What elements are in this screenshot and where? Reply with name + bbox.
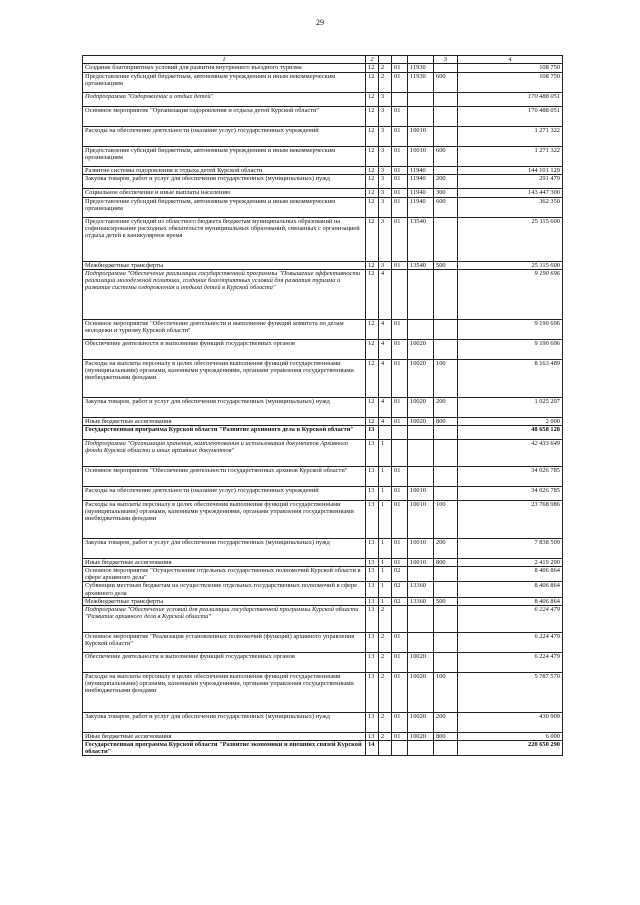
row-code-type <box>434 425 458 439</box>
row-code-type: 100 <box>434 359 458 397</box>
row-code-type: 600 <box>434 147 458 167</box>
table-row <box>83 147 563 167</box>
row-code-direction <box>408 425 434 439</box>
row-description: Межбюджетные трансферты <box>83 597 366 605</box>
row-code-gp: 13 <box>366 597 379 605</box>
row-code-direction: 10010 <box>408 558 434 566</box>
row-code-direction: 13360 <box>408 582 434 597</box>
row-code-gp: 12 <box>366 64 379 73</box>
row-code-main: 01 <box>392 339 408 359</box>
table-row <box>83 672 563 712</box>
row-code-main: 02 <box>392 582 408 597</box>
row-amount: 9 190 696 <box>458 269 563 319</box>
row-amount: 34 026 785 <box>458 486 563 500</box>
row-code-main: 01 <box>392 73 408 93</box>
row-code-gp: 14 <box>366 741 379 756</box>
row-description: Межбюджетные трансферты <box>83 261 366 269</box>
row-code-sub: 2 <box>379 652 392 672</box>
row-code-sub: 4 <box>379 319 392 339</box>
row-code-main <box>392 741 408 756</box>
table-row <box>83 597 563 605</box>
row-code-sub: 4 <box>379 339 392 359</box>
row-amount: 430 909 <box>458 712 563 732</box>
row-code-gp: 12 <box>366 217 379 261</box>
row-code-type: 200 <box>434 538 458 558</box>
table-row <box>83 167 563 175</box>
row-description: Расходы на обеспечение деятельности (оказание услуг) государственных учреждений <box>83 486 366 500</box>
table-row <box>83 632 563 652</box>
row-code-gp: 13 <box>366 500 379 538</box>
row-code-main: 01 <box>392 167 408 175</box>
row-code-main: 01 <box>392 632 408 652</box>
row-code-gp: 13 <box>366 439 379 466</box>
row-amount: 9 190 696 <box>458 339 563 359</box>
row-code-gp: 12 <box>366 197 379 217</box>
row-code-main: 01 <box>392 189 408 197</box>
table-row <box>83 486 563 500</box>
row-code-gp: 12 <box>366 269 379 319</box>
row-code-gp: 13 <box>366 425 379 439</box>
row-code-direction <box>408 319 434 339</box>
row-code-direction: 10010 <box>408 500 434 538</box>
row-code-main: 01 <box>392 397 408 417</box>
row-code-sub: 3 <box>379 197 392 217</box>
row-code-sub: 3 <box>379 147 392 167</box>
row-code-type <box>434 605 458 632</box>
row-code-main: 02 <box>392 567 408 582</box>
row-description: Социальное обеспечение и иные выплаты населению <box>83 189 366 197</box>
row-amount: 8 406 864 <box>458 597 563 605</box>
row-code-direction: 11940 <box>408 197 434 217</box>
row-code-direction <box>408 107 434 127</box>
row-code-direction: 13540 <box>408 217 434 261</box>
row-code-type <box>434 107 458 127</box>
row-amount: 362 350 <box>458 197 563 217</box>
row-code-main: 01 <box>392 319 408 339</box>
row-code-sub: 3 <box>379 127 392 147</box>
row-amount: 1 271 322 <box>458 147 563 167</box>
row-code-main: 01 <box>392 127 408 147</box>
row-code-sub: 1 <box>379 466 392 486</box>
row-code-sub: 1 <box>379 500 392 538</box>
row-description: Основное мероприятие "Организация оздоровления и отдыха детей Курской области" <box>83 107 366 127</box>
row-description: Закупка товаров, работ и услуг для обеспечения государственных (муниципальных) нужд <box>83 538 366 558</box>
budget-table-body <box>83 56 563 756</box>
table-row <box>83 319 563 339</box>
row-amount: 6 224 479 <box>458 652 563 672</box>
row-code-main: 01 <box>392 538 408 558</box>
row-code-direction <box>408 93 434 107</box>
row-code-type <box>434 652 458 672</box>
row-code-gp: 13 <box>366 567 379 582</box>
table-header-row <box>83 56 563 64</box>
row-description: Основное мероприятие "Обеспечение деятельности и выполнение функций комитета по делам молодежи и туризму Курской области" <box>83 319 366 339</box>
row-code-gp: 12 <box>366 127 379 147</box>
row-description: Основное мероприятие "Обеспечение деятельности государственных архивов Курской области" <box>83 466 366 486</box>
row-code-main <box>392 425 408 439</box>
row-code-direction: 13540 <box>408 261 434 269</box>
row-amount: 9 190 696 <box>458 319 563 339</box>
row-code-gp: 12 <box>366 397 379 417</box>
row-code-gp: 12 <box>366 359 379 397</box>
table-row <box>83 261 563 269</box>
table-row <box>83 359 563 397</box>
row-code-main: 01 <box>392 64 408 73</box>
row-description: Расходы на обеспечение деятельности (оказание услуг) государственных учреждений <box>83 127 366 147</box>
table-row <box>83 500 563 538</box>
table-row <box>83 269 563 319</box>
row-amount: 291 479 <box>458 175 563 189</box>
row-code-type: 800 <box>434 417 458 425</box>
row-code-gp: 12 <box>366 107 379 127</box>
header-cell: 3 <box>434 56 458 64</box>
row-description: Основное мероприятие "Реализация установленных полномочий (функций) архивного управления Курской области" <box>83 632 366 652</box>
row-code-direction: 10020 <box>408 672 434 712</box>
row-code-sub: 1 <box>379 439 392 466</box>
row-description: Обеспечение деятельности и выполнение функций государственных органов <box>83 652 366 672</box>
table-row <box>83 567 563 582</box>
row-description: Подпрограмма "Оздоровление и отдых детей" <box>83 93 366 107</box>
row-code-type: 600 <box>434 197 458 217</box>
row-code-direction <box>408 439 434 466</box>
row-description: Расходы на выплаты персоналу в целях обеспечения выполнения функций государственными (муниципальными) органами, казенными учреждениями, органами управления государственными внебюджетными фондами <box>83 672 366 712</box>
row-amount: 23 768 986 <box>458 500 563 538</box>
table-row <box>83 64 563 73</box>
row-code-gp: 13 <box>366 466 379 486</box>
row-description: Основное мероприятие "Осуществление отдельных государственных полномочий Курской области в сфере архивного дела" <box>83 567 366 582</box>
row-code-sub: 2 <box>379 632 392 652</box>
row-description: Подпрограмма "Организация хранения, комплектования и использования документов Архивного фонда Курской области и иных архивных документов" <box>83 439 366 466</box>
row-code-direction: 10020 <box>408 732 434 740</box>
table-row <box>83 189 563 197</box>
table-row <box>83 197 563 217</box>
row-code-sub <box>379 741 392 756</box>
row-code-type <box>434 582 458 597</box>
row-description: Предоставление субсидий бюджетным, автономным учреждениям и иным некоммерческим организациям <box>83 73 366 93</box>
row-code-sub: 1 <box>379 597 392 605</box>
row-code-sub: 4 <box>379 417 392 425</box>
row-code-main: 01 <box>392 466 408 486</box>
row-code-sub: 4 <box>379 397 392 417</box>
row-code-type: 500 <box>434 261 458 269</box>
row-amount: 48 658 128 <box>458 425 563 439</box>
header-cell <box>392 56 408 64</box>
row-code-direction: 10020 <box>408 339 434 359</box>
row-amount: 34 026 785 <box>458 466 563 486</box>
row-code-main <box>392 439 408 466</box>
row-description: Иные бюджетные ассигнования <box>83 417 366 425</box>
row-code-direction: 11930 <box>408 64 434 73</box>
row-description: Подпрограмма "Обеспечение условий для реализации государственной программы Курской области "Развитие архивного дела в Курской области" <box>83 605 366 632</box>
table-row <box>83 93 563 107</box>
row-description: Закупка товаров, работ и услуг для обеспечения государственных (муниципальных) нужд <box>83 397 366 417</box>
table-row <box>83 466 563 486</box>
row-code-main: 01 <box>392 107 408 127</box>
row-description: Предоставление субсидий из областного бюджета бюджетам муниципальных образований на софинансирование расходных обязательств муниципальных образований, связанных с организацией отдыха детей в каникулярное время <box>83 217 366 261</box>
row-code-type <box>434 439 458 466</box>
row-code-sub: 3 <box>379 217 392 261</box>
row-code-gp: 13 <box>366 712 379 732</box>
row-code-type <box>434 64 458 73</box>
row-code-type <box>434 167 458 175</box>
row-amount: 8 406 864 <box>458 582 563 597</box>
row-amount: 220 650 290 <box>458 741 563 756</box>
row-code-sub: 3 <box>379 261 392 269</box>
row-code-type: 600 <box>434 73 458 93</box>
row-description: Иные бюджетные ассигнования <box>83 732 366 740</box>
row-code-main: 01 <box>392 417 408 425</box>
row-code-sub: 2 <box>379 73 392 93</box>
row-code-direction <box>408 741 434 756</box>
row-amount: 143 447 300 <box>458 189 563 197</box>
row-description: Развитие системы оздоровления и отдыха детей Курской области <box>83 167 366 175</box>
row-description: Закупка товаров, работ и услуг для обеспечения государственных (муниципальных) нужд <box>83 175 366 189</box>
row-code-direction: 11940 <box>408 175 434 189</box>
row-code-direction: 10010 <box>408 538 434 558</box>
table-row <box>83 605 563 632</box>
row-amount: 6 224 479 <box>458 632 563 652</box>
row-code-type <box>434 217 458 261</box>
row-code-direction <box>408 466 434 486</box>
header-cell: 2 <box>366 56 379 64</box>
row-amount: 7 838 509 <box>458 538 563 558</box>
row-code-gp: 12 <box>366 319 379 339</box>
row-code-type: 500 <box>434 597 458 605</box>
table-row <box>83 73 563 93</box>
table-row <box>83 175 563 189</box>
table-row <box>83 712 563 732</box>
row-code-type: 200 <box>434 397 458 417</box>
row-code-direction: 10020 <box>408 712 434 732</box>
table-row <box>83 558 563 566</box>
row-description: Расходы на выплаты персоналу в целях обеспечения выполнения функций государственными (муниципальными) органами, казенными учреждениями, органами управления государственными внебюджетными фондами <box>83 359 366 397</box>
row-amount: 5 787 570 <box>458 672 563 712</box>
row-amount: 8 163 489 <box>458 359 563 397</box>
row-code-type: 800 <box>434 558 458 566</box>
row-code-main: 01 <box>392 712 408 732</box>
row-code-type: 100 <box>434 672 458 712</box>
row-code-sub: 2 <box>379 605 392 632</box>
table-row <box>83 425 563 439</box>
row-amount: 6 000 <box>458 732 563 740</box>
row-code-type: 800 <box>434 732 458 740</box>
row-code-type <box>434 127 458 147</box>
row-code-direction: 10020 <box>408 359 434 397</box>
row-code-main: 01 <box>392 558 408 566</box>
table-row <box>83 741 563 756</box>
row-code-sub: 2 <box>379 672 392 712</box>
row-code-main: 02 <box>392 597 408 605</box>
row-code-direction: 10020 <box>408 652 434 672</box>
header-cell <box>408 56 434 64</box>
row-amount: 25 115 600 <box>458 217 563 261</box>
row-amount: 2 000 <box>458 417 563 425</box>
row-code-type <box>434 319 458 339</box>
table-row <box>83 339 563 359</box>
row-code-gp: 12 <box>366 73 379 93</box>
table-row <box>83 127 563 147</box>
row-code-type <box>434 466 458 486</box>
row-amount: 1 025 207 <box>458 397 563 417</box>
table-row <box>83 732 563 740</box>
table-row <box>83 107 563 127</box>
row-code-sub: 3 <box>379 167 392 175</box>
row-code-sub: 1 <box>379 567 392 582</box>
row-code-sub: 2 <box>379 712 392 732</box>
row-code-type: 100 <box>434 500 458 538</box>
row-code-type: 200 <box>434 712 458 732</box>
row-description: Расходы на выплаты персоналу в целях обеспечения выполнения функций государственными (муниципальными) органами, казенными учреждениями, органами управления государственными внебюджетными фондами <box>83 500 366 538</box>
row-code-direction: 13360 <box>408 597 434 605</box>
row-code-gp: 12 <box>366 261 379 269</box>
row-description: Обеспечение деятельности и выполнение функций государственных органов <box>83 339 366 359</box>
row-code-gp: 13 <box>366 582 379 597</box>
row-code-type <box>434 269 458 319</box>
row-code-sub: 1 <box>379 538 392 558</box>
row-code-direction <box>408 567 434 582</box>
table-row <box>83 538 563 558</box>
row-code-gp: 13 <box>366 672 379 712</box>
row-code-gp: 12 <box>366 189 379 197</box>
row-code-direction <box>408 269 434 319</box>
table-row <box>83 439 563 466</box>
row-code-direction: 11940 <box>408 189 434 197</box>
row-code-type: 300 <box>434 189 458 197</box>
row-code-main: 01 <box>392 652 408 672</box>
row-code-sub: 3 <box>379 175 392 189</box>
row-code-gp: 12 <box>366 339 379 359</box>
row-amount: 108 750 <box>458 73 563 93</box>
row-description: Государственная программа Курской области "Развитие архивного дела в Курской области" <box>83 425 366 439</box>
row-code-sub: 4 <box>379 359 392 397</box>
header-cell: 4 <box>458 56 563 64</box>
row-amount: 6 224 479 <box>458 605 563 632</box>
header-cell: 1 <box>83 56 366 64</box>
row-description: Государственная программа Курской области "Развитие экономики и внешних связей Курской области" <box>83 741 366 756</box>
header-cell <box>379 56 392 64</box>
row-code-main: 01 <box>392 486 408 500</box>
row-code-sub: 1 <box>379 558 392 566</box>
row-code-gp: 13 <box>366 486 379 500</box>
row-amount: 42 433 649 <box>458 439 563 466</box>
row-code-gp: 12 <box>366 147 379 167</box>
row-code-gp: 13 <box>366 558 379 566</box>
row-code-type <box>434 567 458 582</box>
row-description: Иные бюджетные ассигнования <box>83 558 366 566</box>
row-amount: 108 750 <box>458 64 563 73</box>
row-code-direction <box>408 632 434 652</box>
row-code-sub: 3 <box>379 189 392 197</box>
row-code-gp: 13 <box>366 632 379 652</box>
row-code-direction: 10010 <box>408 486 434 500</box>
row-code-gp: 13 <box>366 732 379 740</box>
row-code-direction <box>408 605 434 632</box>
row-code-main <box>392 605 408 632</box>
row-amount: 170 488 051 <box>458 107 563 127</box>
row-code-type <box>434 93 458 107</box>
row-code-type: 200 <box>434 175 458 189</box>
row-code-sub <box>379 425 392 439</box>
row-code-main: 01 <box>392 217 408 261</box>
row-code-main: 01 <box>392 175 408 189</box>
row-description: Предоставление субсидий бюджетным, автономным учреждениям и иным некоммерческим организациям <box>83 147 366 167</box>
row-code-gp: 12 <box>366 93 379 107</box>
row-code-main: 01 <box>392 732 408 740</box>
table-row <box>83 652 563 672</box>
row-code-gp: 13 <box>366 538 379 558</box>
row-code-sub: 4 <box>379 269 392 319</box>
row-code-sub: 2 <box>379 64 392 73</box>
row-code-main: 01 <box>392 500 408 538</box>
row-code-main: 01 <box>392 197 408 217</box>
row-code-gp: 12 <box>366 417 379 425</box>
budget-table <box>82 55 563 756</box>
table-row <box>83 417 563 425</box>
page-number: 29 <box>316 18 324 27</box>
row-code-type <box>434 741 458 756</box>
row-description: Закупка товаров, работ и услуг для обеспечения государственных (муниципальных) нужд <box>83 712 366 732</box>
row-code-main <box>392 269 408 319</box>
row-code-direction: 11930 <box>408 73 434 93</box>
row-amount: 8 406 864 <box>458 567 563 582</box>
row-code-direction: 10010 <box>408 127 434 147</box>
row-code-main: 01 <box>392 147 408 167</box>
row-code-main: 01 <box>392 261 408 269</box>
row-code-sub: 3 <box>379 107 392 127</box>
row-code-sub: 2 <box>379 732 392 740</box>
row-amount: 25 115 600 <box>458 261 563 269</box>
row-code-gp: 13 <box>366 605 379 632</box>
row-code-sub: 3 <box>379 93 392 107</box>
row-description: Предоставление субсидий бюджетным, автономным учреждениям и иным некоммерческим организациям <box>83 197 366 217</box>
row-code-gp: 13 <box>366 652 379 672</box>
row-description: Субвенции местным бюджетам на осуществление отдельных государственных полномочий в сфере архивного дела <box>83 582 366 597</box>
row-amount: 170 488 051 <box>458 93 563 107</box>
row-amount: 144 101 129 <box>458 167 563 175</box>
row-amount: 1 271 322 <box>458 127 563 147</box>
row-code-type <box>434 339 458 359</box>
row-code-main <box>392 93 408 107</box>
table-row <box>83 582 563 597</box>
row-code-type <box>434 632 458 652</box>
row-code-direction: 10020 <box>408 397 434 417</box>
row-code-gp: 12 <box>366 167 379 175</box>
row-amount: 2 419 290 <box>458 558 563 566</box>
row-code-main: 01 <box>392 359 408 397</box>
row-code-type <box>434 486 458 500</box>
row-code-main: 01 <box>392 672 408 712</box>
row-description: Создание благоприятных условий для развития внутреннего въездного туризма <box>83 64 366 73</box>
table-row <box>83 217 563 261</box>
row-description: Подпрограмма "Обеспечение реализации государственной программы "Повышение эффективности реализации молодежной политики, создание благоприятных условий для развития туризма и развитие системы оздоровления и отдыха детей в Курской области" <box>83 269 366 319</box>
row-code-direction: 10010 <box>408 147 434 167</box>
row-code-sub: 1 <box>379 486 392 500</box>
table-row <box>83 397 563 417</box>
row-code-direction: 10020 <box>408 417 434 425</box>
row-code-direction: 11940 <box>408 167 434 175</box>
row-code-gp: 12 <box>366 175 379 189</box>
row-code-sub: 1 <box>379 582 392 597</box>
